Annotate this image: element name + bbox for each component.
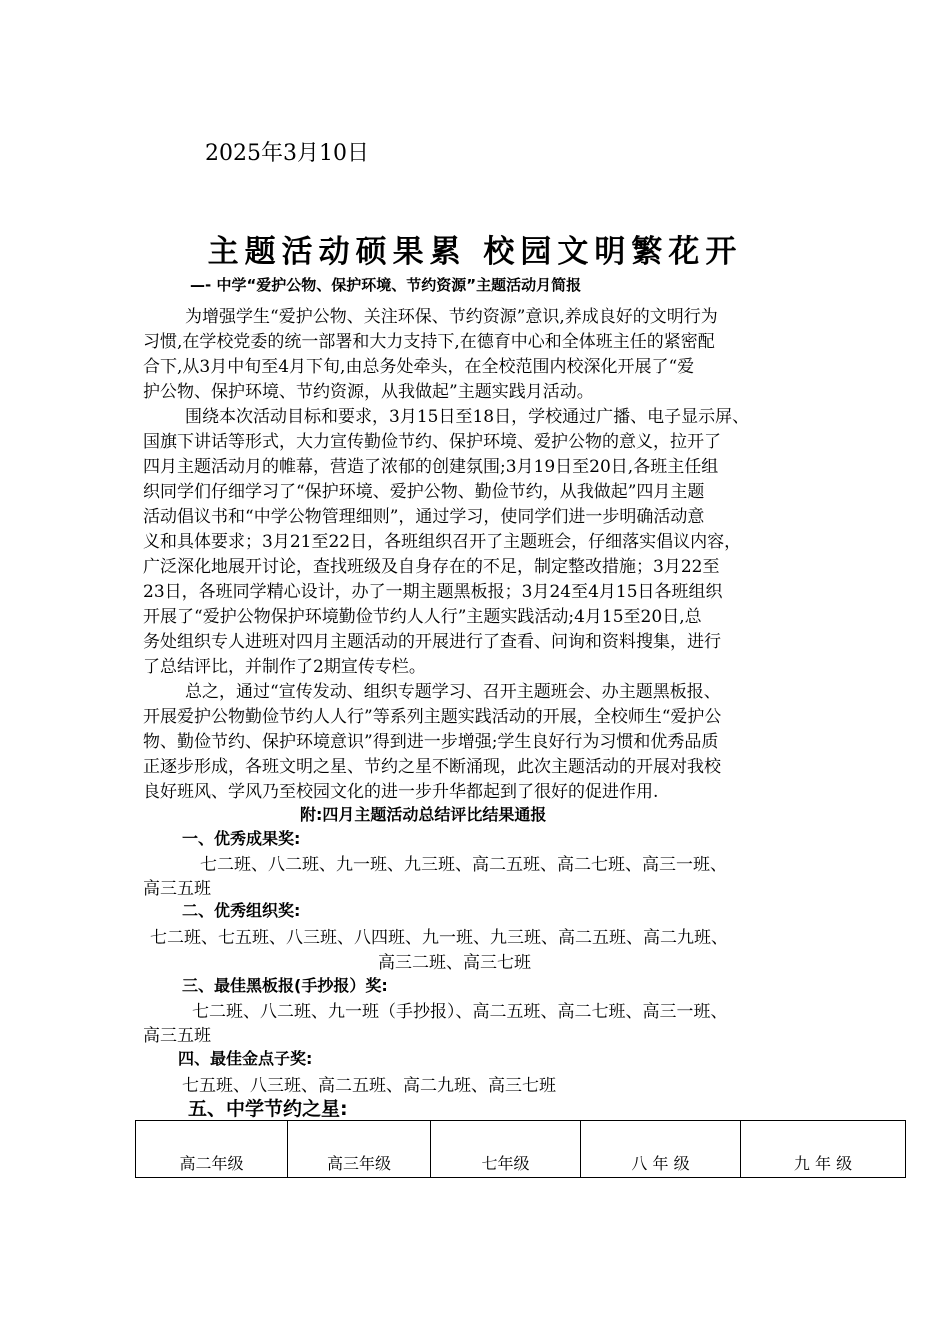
paragraph-line: 护公物、保护环境、节约资源，从我做起”主题实践月活动。 [143, 382, 594, 402]
table-row [136, 1121, 906, 1178]
award-heading-2: 二、优秀组织奖: [182, 901, 301, 920]
paragraph-line: 织同学们仔细学习了“保护环境、爱护公物、勤俭节约，从我做起”四月主题 [143, 482, 705, 502]
document-subtitle: —- 中学“爱护公物、保护环境、节约资源”主题活动月简报 [190, 276, 582, 294]
award-list-2: 七二班、七五班、八三班、八四班、九一班、九三班、高二五班、高二九班、 [150, 928, 728, 948]
award-list-3-cont: 高三五班 [143, 1026, 211, 1046]
paragraph-line: 四月主题活动月的帷幕，营造了浓郁的创建氛围;3月19日至20日,各班主任组 [143, 457, 719, 477]
paragraph-line: 国旗下讲话等形式，大力宣传勤俭节约、保护环境、爱护公物的意义，拉开了 [143, 432, 721, 452]
table-header-cell: 八 年 级 [581, 1121, 741, 1178]
saving-stars-table [135, 1120, 906, 1178]
table-header-cell: 高二年级 [136, 1121, 288, 1178]
paragraph-line: 义和具体要求；3月21至22日，各班组织召开了主题班会，仔细落实倡议内容， [143, 532, 742, 552]
paragraph-line: 为增强学生“爱护公物、关注环保、节约资源”意识,养成良好的文明行为 [185, 307, 718, 327]
paragraph-line: 物、勤俭节约、保护环境意识”得到进一步增强;学生良好行为习惯和优秀品质 [143, 732, 719, 752]
award-list-1-cont: 高三五班 [143, 879, 211, 899]
award-heading-3: 三、最佳黑板报(手抄报）奖: [182, 976, 388, 995]
paragraph-line: 围绕本次活动目标和要求，3月15日至18日，学校通过广播、电子显示屏、 [185, 407, 750, 427]
paragraph-line: 活动倡议书和“中学公物管理细则”，通过学习，使同学们进一步明确活动意 [143, 507, 705, 527]
table-header-cell: 七年级 [431, 1121, 581, 1178]
paragraph-line: 务处组织专人进班对四月主题活动的开展进行了查看、问询和资料搜集，进行 [143, 632, 721, 652]
award-list-4: 七五班、八三班、高二五班、高二九班、高三七班 [182, 1076, 556, 1096]
paragraph-line: 习惯,在学校党委的统一部署和大力支持下,在德育中心和全体班主任的紧密配 [143, 332, 715, 352]
paragraph-line: 正逐步形成，各班文明之星、节约之星不断涌现，此次主题活动的开展对我校 [143, 757, 721, 777]
award-list-3: 七二班、八二班、九一班（手抄报）、高二五班、高二七班、高三一班、 [192, 1002, 728, 1022]
award-heading-5: 五、中学节约之星: [188, 1098, 348, 1120]
paragraph-line: 合下,从3月中旬至4月下旬,由总务处牵头，在全校范围内校深化开展了“爱 [143, 357, 695, 377]
paragraph-line: 总之，通过“宣传发动、组织专题学习、召开主题班会、办主题黑板报、 [185, 682, 721, 702]
table-header-cell: 高三年级 [288, 1121, 431, 1178]
award-list-1: 七二班、八二班、九一班、九三班、高二五班、高二七班、高三一班、 [200, 855, 727, 875]
award-list-2-cont: 高三二班、高三七班 [378, 953, 531, 973]
appendix-title: 附:四月主题活动总结评比结果通报 [300, 805, 547, 824]
document-title: 主题活动硕果累 校园文明繁花开 [207, 234, 743, 270]
paragraph-line: 了总结评比，并制作了2期宣传专栏。 [143, 657, 426, 677]
paragraph-line: 良好班风、学风乃至校园文化的进一步升华都起到了很好的促进作用. [143, 782, 659, 802]
document-date: 2025年3月10日 [205, 141, 369, 166]
table-header-cell: 九 年 级 [741, 1121, 906, 1178]
award-heading-1: 一、优秀成果奖: [182, 829, 301, 848]
paragraph-line: 广泛深化地展开讨论，查找班级及自身存在的不足，制定整改措施；3月22至 [143, 557, 720, 577]
paragraph-line: 开展爱护公物勤俭节约人人行”等系列主题实践活动的开展，全校师生“爱护公 [143, 707, 722, 727]
paragraph-line: 开展了“爱护公物保护环境勤俭节约人人行”主题实践活动;4月15至20日,总 [143, 607, 702, 627]
award-heading-4: 四、最佳金点子奖: [178, 1049, 313, 1068]
paragraph-line: 23日，各班同学精心设计，办了一期主题黑板报；3月24至4月15日各班组织 [143, 582, 723, 602]
